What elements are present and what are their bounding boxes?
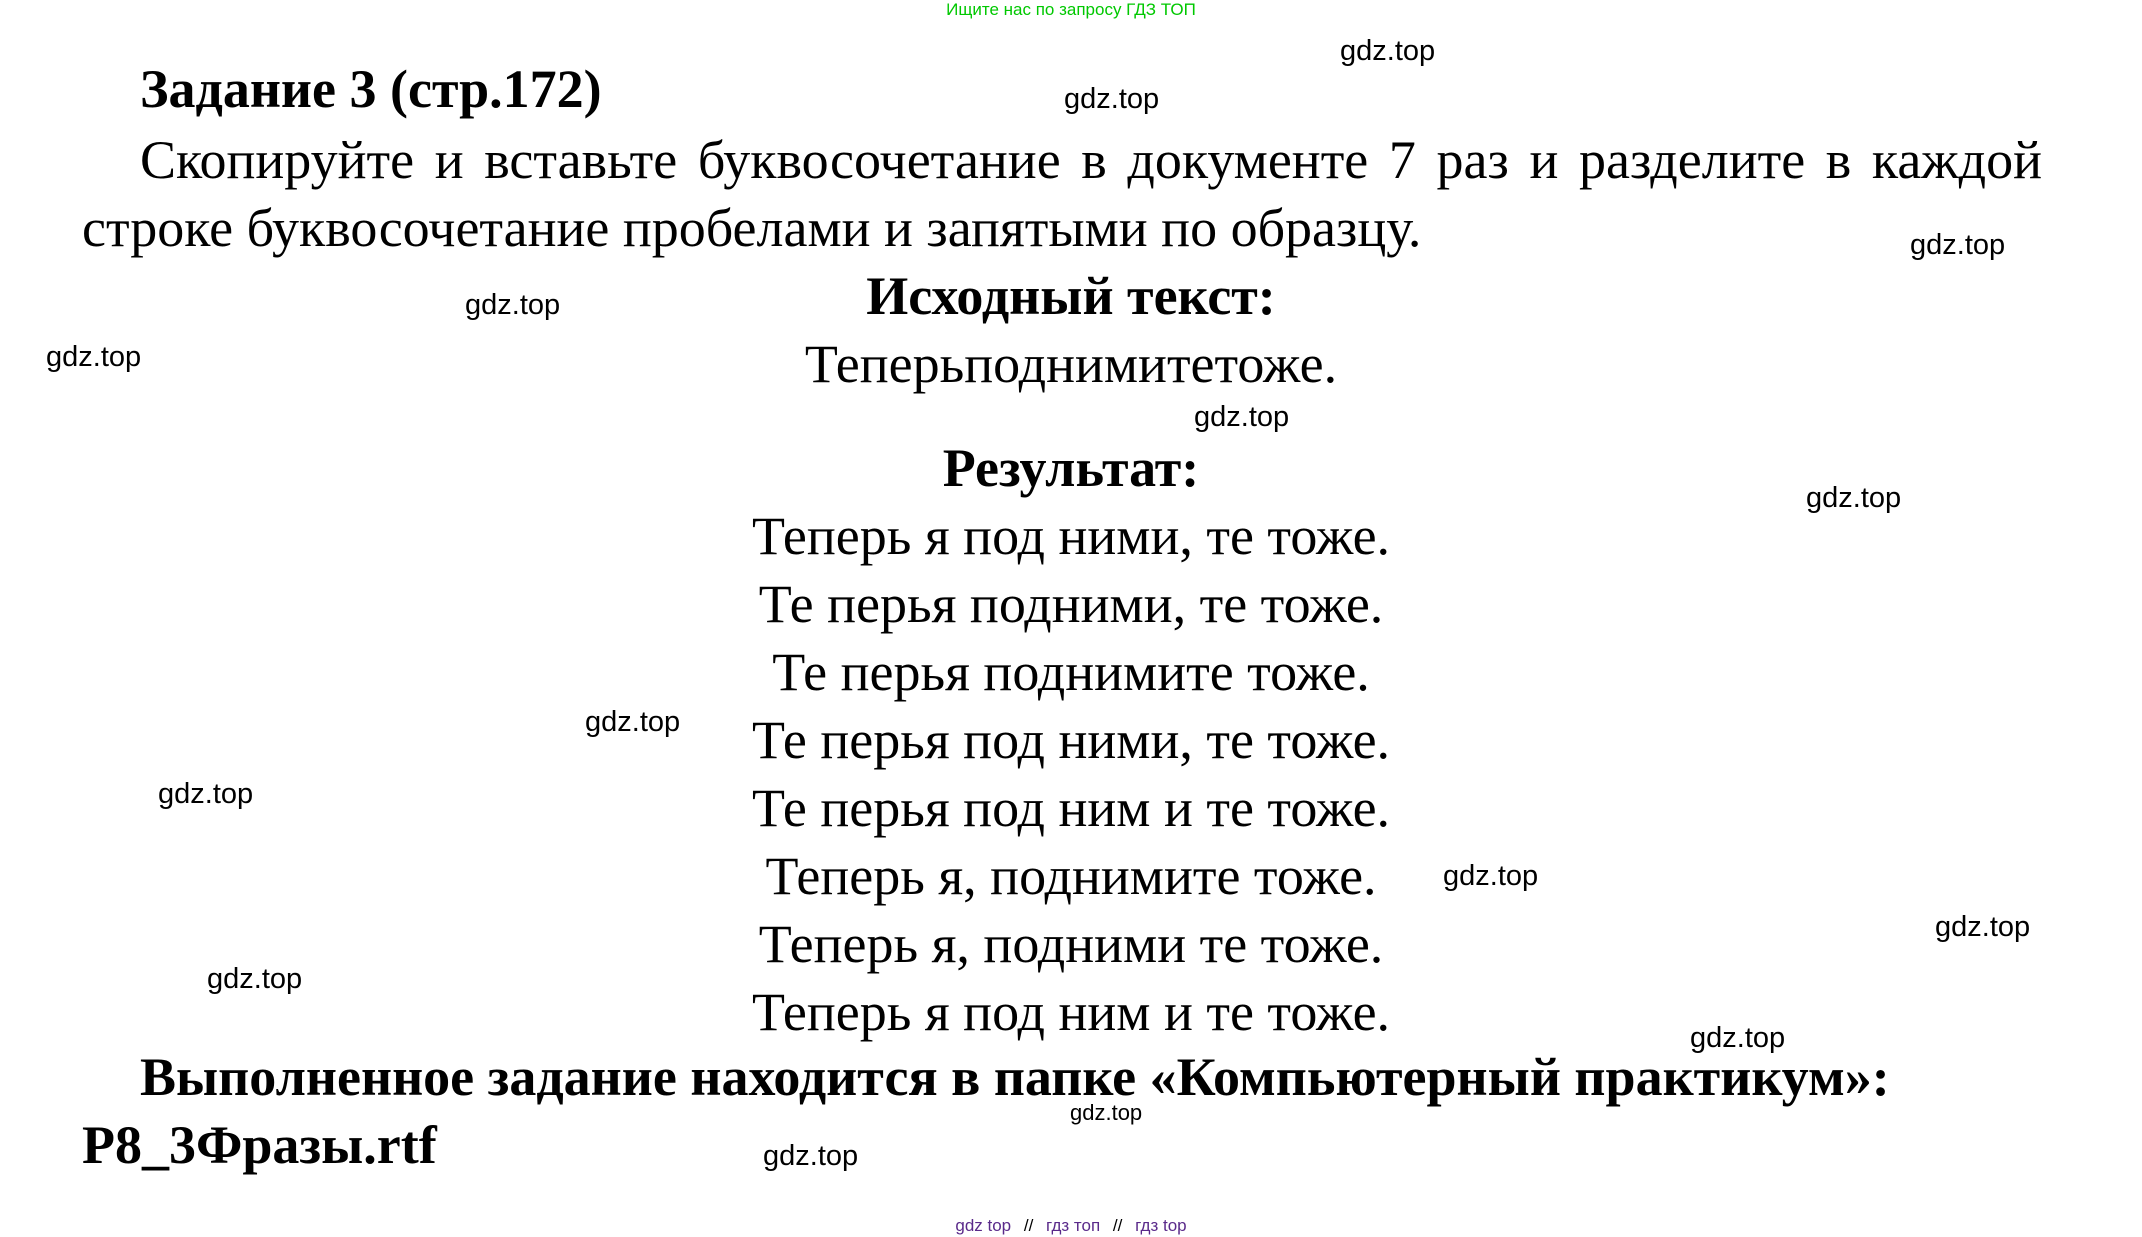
task-title: Задание 3 (стр.172) xyxy=(140,59,602,119)
task-instruction: Скопируйте и вставьте буквосочетание в документе 7 раз и разделите в каждой строке буквосочетание пробелами и запятыми по образцу. xyxy=(82,130,2042,258)
completion-file xyxy=(82,1111,2042,1179)
completion-file-name: P8_3Фразы.rtf xyxy=(82,1115,437,1175)
bottom-link[interactable]: gdz top xyxy=(955,1216,1012,1235)
search-banner xyxy=(0,0,2142,20)
bottom-link-separator: // xyxy=(1112,1216,1123,1235)
watermark: gdz.top xyxy=(1064,83,1160,115)
bottom-link[interactable]: гдз топ xyxy=(1046,1216,1101,1235)
watermark: gdz.top xyxy=(763,1140,859,1172)
source-heading: Исходный текст: xyxy=(866,266,1276,326)
watermark: gdz.top xyxy=(207,963,303,995)
watermark: gdz.top xyxy=(1935,911,2031,943)
completion-note-line1: Выполненное задание находится в папке «Компьютерный практикум»: xyxy=(140,1047,1890,1107)
result-line: Те перья под ними, те тоже. xyxy=(751,710,1391,770)
watermark: gdz.top xyxy=(1806,482,1902,514)
result-line: Теперь я под ним и те тоже. xyxy=(751,982,1391,1042)
watermark: gdz.top xyxy=(1690,1022,1786,1054)
result-line: Те перья поднимите тоже. xyxy=(772,642,1370,702)
watermark: gdz.top xyxy=(1340,35,1436,67)
bottom-links xyxy=(0,1216,2142,1236)
search-banner-text: Ищите нас по запросу ГДЗ ТОП xyxy=(946,0,1196,19)
watermark: gdz.top xyxy=(1910,229,2006,261)
result-line: Теперь я, поднимите тоже. xyxy=(765,846,1377,906)
watermark: gdz.top xyxy=(158,778,254,810)
source-text: Теперьподнимитетоже. xyxy=(804,334,1338,394)
watermark: gdz.top xyxy=(1443,860,1539,892)
bottom-link[interactable]: гдз top xyxy=(1135,1216,1187,1235)
result-heading: Результат: xyxy=(942,438,1200,498)
result-line: Те перья подними, те тоже. xyxy=(758,574,1384,634)
bottom-link-separator: // xyxy=(1023,1216,1034,1235)
result-line: Теперь я под ними, те тоже. xyxy=(751,506,1391,566)
watermark: gdz.top xyxy=(46,341,142,373)
watermark: gdz.top xyxy=(465,289,561,321)
watermark: gdz.top xyxy=(1070,1100,1143,1125)
result-line: Те перья под ним и те тоже. xyxy=(751,778,1391,838)
result-line: Теперь я, подними те тоже. xyxy=(758,914,1384,974)
watermark: gdz.top xyxy=(1194,401,1290,433)
watermark: gdz.top xyxy=(585,706,681,738)
